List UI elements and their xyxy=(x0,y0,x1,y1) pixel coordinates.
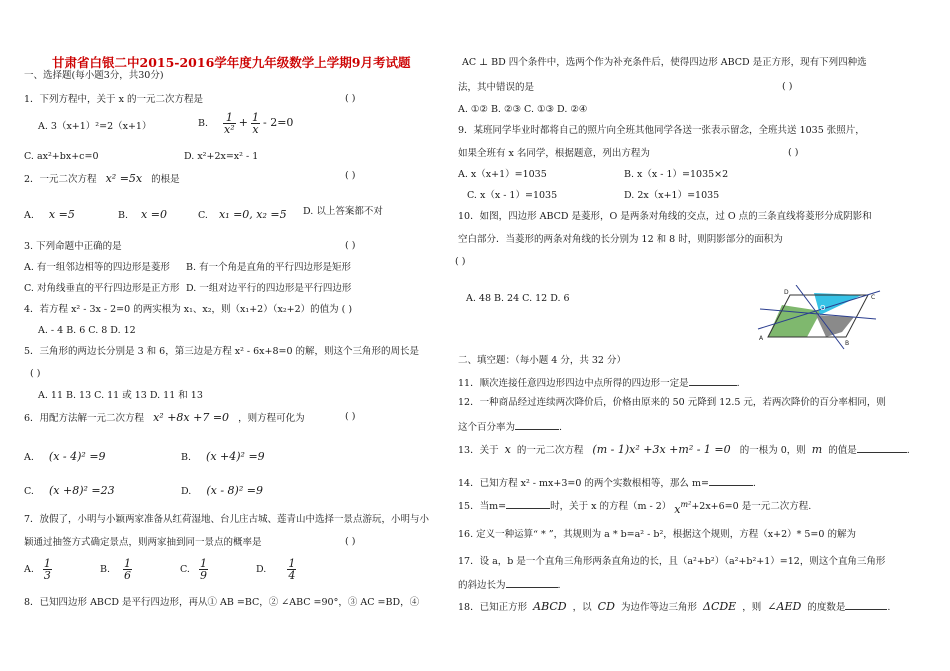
q18-math-aed: ∠AED xyxy=(767,600,802,613)
q9-option-d: D. 2x（x+1）=1035 xyxy=(624,190,720,201)
q6-answer-paren: ( ) xyxy=(345,411,356,422)
q2-stem-post: 的根是 xyxy=(151,174,180,185)
q2-stem-pre: 2．一元二次方程 xyxy=(24,174,97,185)
q12-line2: 这个百分率为 . xyxy=(458,419,562,434)
q1-option-c: C. ax²+bx+c=0 xyxy=(24,151,99,162)
q7-answer-paren: ( ) xyxy=(345,536,356,547)
exam-title: 甘肃省白银二中2015-2016学年度九年级数学上学期9月考试题 xyxy=(52,55,411,70)
q6-option-d xyxy=(181,484,263,498)
q14: 14．已知方程 x² - mx+3=0 的两个实数根相等，那么 m= . xyxy=(458,475,756,490)
q7-b-label: B. xyxy=(100,564,111,575)
q9-line1: 9．某班同学毕业时都将自己的照片向全班其他同学各送一张表示留念，全班共送 1035 张照片， xyxy=(458,125,865,136)
q9-option-a: A. x（x+1）=1035 xyxy=(458,169,547,180)
q6-stem-math: x² +8x +7 =0 xyxy=(153,411,230,424)
center-label-o: O xyxy=(820,304,826,312)
q2-option-d: D. 以上答案都不对 xyxy=(303,206,383,217)
q8-options: A. ①② B. ②③ C. ①③ D. ②④ xyxy=(458,104,588,115)
q6-d-label: D. xyxy=(181,486,192,497)
q7-d-label: D. xyxy=(256,564,267,575)
q13-mid1: 的一元二次方程 xyxy=(516,445,584,456)
q6-a-math: (x - 4)² =9 xyxy=(48,450,106,463)
q18-math-abcd: ABCD xyxy=(533,600,567,613)
q6-option-b xyxy=(181,450,265,464)
q6-d-math: (x - 8)² =9 xyxy=(206,484,263,497)
q11-blank[interactable] xyxy=(689,375,737,386)
q15: 15．当m= 时，关于 x 的方程（m - 2） $x^{m^2}+2x+6=0$ 是一元二次方程. xyxy=(458,500,812,516)
q2-option-c xyxy=(198,208,287,222)
q6-b-math: (x +4)² =9 xyxy=(206,450,265,463)
q7-c-frac: $\frac{1}{9}$ xyxy=(199,557,207,582)
q18-mid3: ，则 xyxy=(742,602,762,613)
vertex-label-a: A xyxy=(759,335,764,342)
q8-line2: AC ⊥ BD 四个条件中，选两个作为补充条件后，使得四边形 ABCD 是正方形，现有下列四种选 xyxy=(462,57,867,68)
vertex-label-b: B xyxy=(845,340,850,347)
q1-option-b-label: B. xyxy=(198,118,209,129)
q1-option-d: D. x²+2x=x² - 1 xyxy=(184,151,259,162)
q6-c-math: (x +8)² =23 xyxy=(48,484,115,497)
q2-stem-math: x² =5x xyxy=(105,172,143,185)
q6-a-label: A. xyxy=(24,452,34,463)
q3-stem: 3. 下列命题中正确的是 xyxy=(24,241,122,252)
q7-a-frac: $\frac{1}{3}$ xyxy=(43,557,51,582)
q13-post: 的值是 xyxy=(828,445,857,456)
q12-line1: 12．一种商品经过连续两次降价后，价格由原来的 50 元降到 12.5 元，若两次降价的百分率相同，则 xyxy=(458,397,886,408)
q17-line2-text: 的斜边长为 xyxy=(458,580,506,591)
q1-answer-paren: ( ) xyxy=(345,93,356,104)
q18-post: 的度数是 xyxy=(807,602,846,613)
q4-stem: 4．若方程 x² - 3x - 2=0 的两实根为 x₁、x₂，则（x₁+2）（x₂+2）的值为 ( ) xyxy=(24,304,353,315)
q2-a-label: A. xyxy=(24,210,34,221)
q1-b-frac1: $\frac{1}{\text{x²}}$ xyxy=(224,111,235,136)
q6-stem-post: ，则方程可化为 xyxy=(238,413,305,424)
q6-stem xyxy=(24,411,305,425)
q10-line1: 10．如图，四边形 ABCD 是菱形，O 是两条对角线的交点，过 O 点的三条直线将菱形分成阴影和 xyxy=(458,211,872,222)
q5-answer-paren: ( ) xyxy=(30,368,41,379)
q2-b-label: B. xyxy=(118,210,129,221)
q1-stem: 1．下列方程中，关于 x 的一元二次方程是 xyxy=(24,94,203,105)
vertex-label-d: D xyxy=(784,289,789,296)
q6-option-a xyxy=(24,450,106,464)
q18-math-cde: ΔCDE xyxy=(703,600,737,613)
q2-answer-paren: ( ) xyxy=(345,170,356,181)
shade-right-gray xyxy=(816,315,854,337)
q15-post: +2x+6=0 是一元二次方程. xyxy=(691,501,812,512)
q7-a-label: A. xyxy=(24,564,34,575)
q9-answer-paren: ( ) xyxy=(788,147,799,158)
q3-option-a: A. 有一组邻边相等的四边形是菱形 xyxy=(24,262,170,273)
q4-options: A. - 4 B. 6 C. 8 D. 12 xyxy=(38,325,136,336)
q1-b-tail: - 2=0 xyxy=(262,116,294,129)
vertex-label-c: C xyxy=(871,294,876,301)
q17-line2: 的斜边长为 . xyxy=(458,577,561,592)
q1-option-a: A. 3（x+1）²=2（x+1） xyxy=(38,121,152,132)
q6-b-label: B. xyxy=(181,452,192,463)
section-fill-heading: 二、填空题：（每小题 4 分，共 32 分） xyxy=(458,355,626,366)
q8-line1: 8．已知四边形 ABCD 是平行四边形，再从① AB =BC，② ∠ABC =90°，③ AC =BD，④ xyxy=(24,597,420,608)
rhombus-figure xyxy=(756,285,886,351)
q3-option-d: D. 一组对边平行的四边形是平行四边形 xyxy=(186,283,352,294)
q3-option-c: C. 对角线垂直的平行四边形是正方形 xyxy=(24,283,180,294)
q12-line2-text: 这个百分率为 xyxy=(458,422,516,433)
q2-a-math: x =5 xyxy=(48,208,75,221)
q15-blank[interactable] xyxy=(506,498,550,509)
q7-option-d xyxy=(256,558,296,581)
section-choice-heading: 一、选择题(每小题3分，共30分) xyxy=(24,70,164,81)
q9-option-b: B. x（x - 1）=1035×2 xyxy=(624,169,729,180)
q7-option-a xyxy=(24,558,52,581)
q17-line1: 17．设 a，b 是一个直角三角形两条直角边的长，且（a²+b²）（a²+b²+1）=12，则这个直角三角形 xyxy=(458,556,886,567)
q15-mid: 时，关于 x 的方程（m - 2） xyxy=(550,501,672,512)
q1-option-b: B. $\frac{1}{\text{x²}}$ + $\frac{1}{x}$ - 2=0 xyxy=(198,111,294,136)
q2-option-a xyxy=(24,208,75,222)
q11-text: 11．顺次连接任意四边形四边中点所得的四边形一定是 xyxy=(458,378,689,389)
q8-line3: 法，其中错误的是 xyxy=(458,82,535,93)
q12-blank[interactable] xyxy=(515,419,559,430)
q10-line2: 空白部分．当菱形的两条对角线的长分别为 12 和 8 时，则阴影部分的面积为 xyxy=(458,234,783,245)
q17-blank[interactable] xyxy=(506,577,558,588)
q18-blank[interactable] xyxy=(845,599,887,610)
q2-c-math: x₁ =0, x₂ =5 xyxy=(218,208,287,221)
q7-line1: 7．放假了，小明与小颖两家准备从红荷湿地、台儿庄古城、莲青山中选择一景点游玩，小明与小 xyxy=(24,514,430,525)
q13-blank[interactable] xyxy=(857,442,907,453)
q5-options: A. 11 B. 13 C. 11 或 13 D. 11 和 13 xyxy=(38,390,203,401)
q2-stem xyxy=(24,172,180,186)
q7-option-b xyxy=(100,558,132,581)
q3-answer-paren: ( ) xyxy=(345,240,356,251)
q7-b-frac: $\frac{1}{6}$ xyxy=(124,557,132,582)
q6-c-label: C. xyxy=(24,486,34,497)
q10-options: A. 48 B. 24 C. 12 D. 6 xyxy=(466,293,570,304)
q15-pre: 15．当m= xyxy=(458,501,507,512)
q14-blank[interactable] xyxy=(709,475,753,486)
q8-answer-paren: ( ) xyxy=(782,81,793,92)
q14-text: 14．已知方程 x² - mx+3=0 的两个实数根相等，那么 m= xyxy=(458,478,709,489)
q2-c-label: C. xyxy=(198,210,208,221)
q9-option-c: C. x（x - 1）=1035 xyxy=(467,190,558,201)
q7-c-label: C. xyxy=(180,564,190,575)
q1-b-frac2: $\frac{1}{x}$ xyxy=(251,111,259,136)
q2-option-b xyxy=(118,208,167,222)
q18-math-cd: CD xyxy=(597,600,615,613)
q11: 11．顺次连接任意四边形四边中点所得的四边形一定是 . xyxy=(458,375,740,390)
q18: 18．已知正方形 ABCD ，以 CD 为边作等边三角形 ΔCDE ，则 ∠AED 的度数是 . xyxy=(458,600,891,613)
q13-pre: 13．关于 xyxy=(458,445,499,456)
q5-stem: 5．三角形的两边长分别是 3 和 6，第三边是方程 x² - 6x+8=0 的解，则这个三角形的周长是 xyxy=(24,346,420,357)
q6-option-c xyxy=(24,484,115,498)
q9-line2: 如果全班有 x 名同学，根据题意，列出方程为 xyxy=(458,148,650,159)
q7-d-frac: $\frac{1}{4}$ xyxy=(288,557,296,582)
q3-option-b: B. 有一个角是直角的平行四边形是矩形 xyxy=(186,262,352,273)
q18-pre: 18．已知正方形 xyxy=(458,602,528,613)
q13-mid2: 的一根为 0，则 xyxy=(739,445,806,456)
q6-stem-pre: 6．用配方法解一元二次方程 xyxy=(24,413,145,424)
q2-b-math: x =0 xyxy=(141,208,167,221)
q13-math: (m - 1)x² +3x +m² - 1 =0 xyxy=(592,443,731,456)
q7-option-c xyxy=(180,558,208,581)
q13: 13．关于 x 的一元二次方程 (m - 1)x² +3x +m² - 1 =0 的一根为 0，则 m 的值是 . xyxy=(458,443,910,456)
q16-line1: 16. 定义一种运算“ * ”，其规则为 a * b=a² - b²，根据这个规则，方程（x+2）* 5=0 的解为 xyxy=(458,529,856,540)
q18-mid1: ，以 xyxy=(572,602,592,613)
q10-answer-paren: ( ) xyxy=(455,256,466,267)
q7-line2: 颖通过抽签方式确定景点，则两家抽到同一景点的概率是 xyxy=(24,537,262,548)
q18-mid2: 为边作等边三角形 xyxy=(620,602,697,613)
